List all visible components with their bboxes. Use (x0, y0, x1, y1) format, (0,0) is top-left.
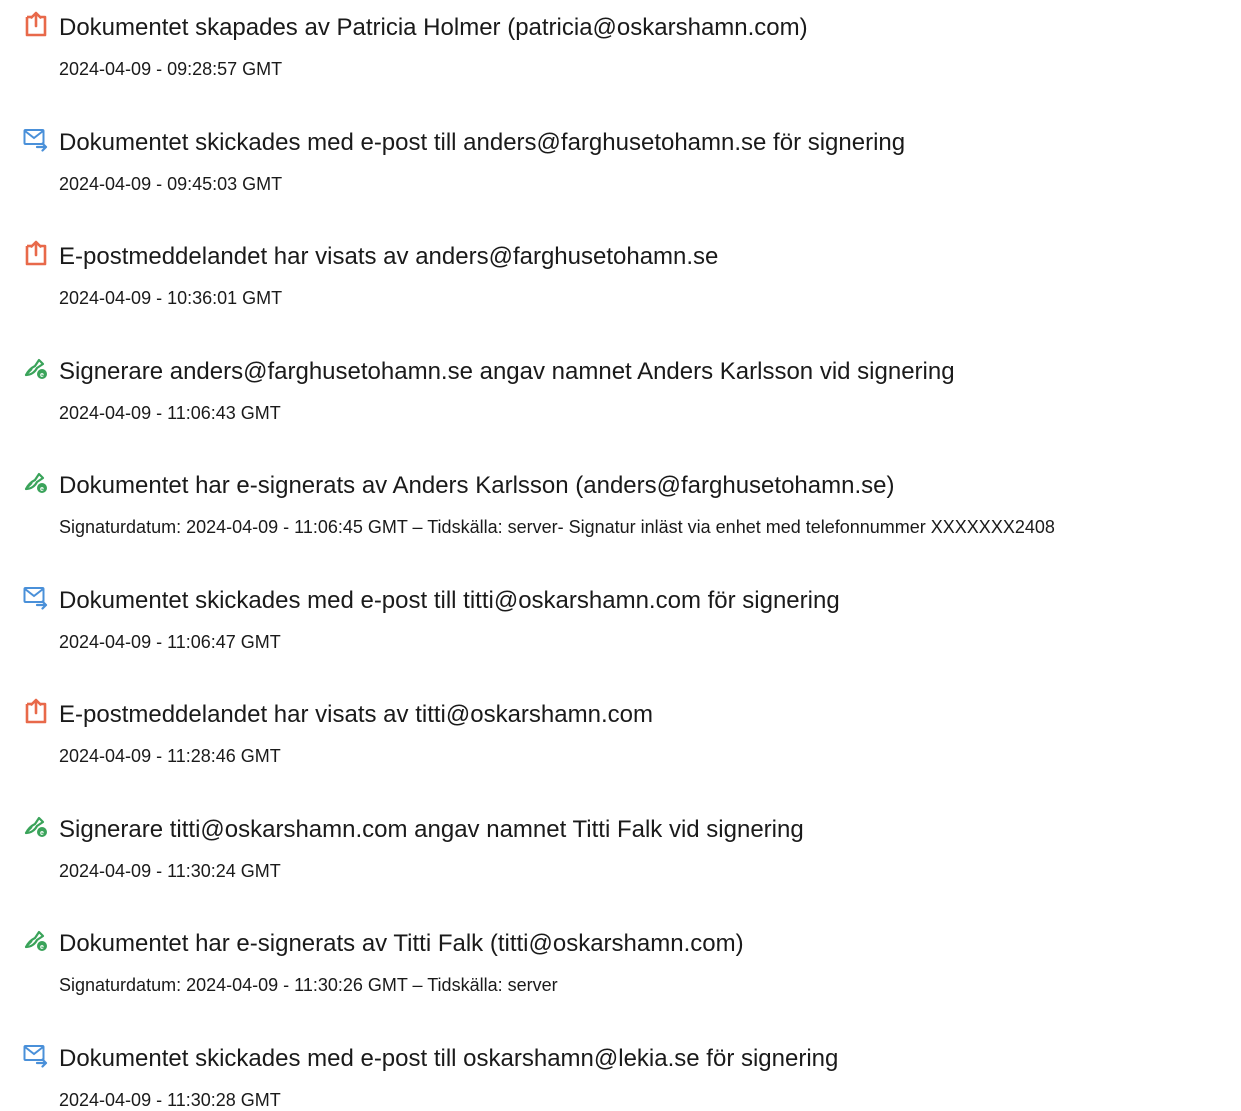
event-item (0, 115, 1241, 205)
event-timestamp: 2024-04-09 - 11:06:47 GMT (59, 632, 281, 652)
svg-text:e: e (40, 830, 44, 837)
document-viewed-icon (23, 240, 49, 266)
event-signature-details: Signaturdatum: 2024-04-09 - 11:06:45 GMT – Tidskälla: server- Signatur inläst via enhet med telefonnummer XXXXXXX2408 (59, 517, 1055, 537)
event-timestamp: 2024-04-09 - 09:28:57 GMT (59, 59, 283, 79)
event-item (0, 0, 1241, 90)
svg-text:e: e (40, 372, 44, 379)
event-title: Dokumentet har e-signerats av Titti Falk (titti@oskarshamn.com) (59, 930, 744, 957)
event-item (0, 458, 1241, 548)
event-item (0, 344, 1241, 434)
email-sent-icon (23, 126, 49, 152)
email-sent-icon (23, 1042, 49, 1068)
event-title: Dokumentet skapades av Patricia Holmer (patricia@oskarshamn.com) (59, 14, 808, 41)
event-title: E-postmeddelandet har visats av anders@farghusetohamn.se (59, 243, 719, 270)
event-timestamp: 2024-04-09 - 11:30:24 GMT (59, 861, 281, 881)
event-timestamp: 2024-04-09 - 11:28:46 GMT (59, 746, 281, 766)
email-sent-icon (23, 584, 49, 610)
event-signature-details: Signaturdatum: 2024-04-09 - 11:30:26 GMT – Tidskälla: server (59, 975, 558, 995)
event-title: Signerare titti@oskarshamn.com angav namnet Titti Falk vid signering (59, 816, 804, 843)
event-timestamp: 2024-04-09 - 11:30:28 GMT (59, 1090, 281, 1110)
event-title: Dokumentet skickades med e-post till titti@oskarshamn.com för signering (59, 587, 840, 614)
event-timestamp: 2024-04-09 - 11:06:43 GMT (59, 403, 281, 423)
document-viewed-icon (23, 698, 49, 724)
event-timestamp: 2024-04-09 - 09:45:03 GMT (59, 174, 283, 194)
svg-text:e: e (40, 486, 44, 493)
event-timestamp: 2024-04-09 - 10:36:01 GMT (59, 288, 283, 308)
signature-pen-icon (23, 927, 49, 953)
event-title: Signerare anders@farghusetohamn.se angav namnet Anders Karlsson vid signering (59, 358, 955, 385)
event-title: Dokumentet har e-signerats av Anders Karlsson (anders@farghusetohamn.se) (59, 472, 895, 499)
event-title: Dokumentet skickades med e-post till anders@farghusetohamn.se för signering (59, 129, 906, 156)
event-item (0, 802, 1241, 892)
svg-text:e: e (40, 944, 44, 951)
signature-pen-icon (23, 813, 49, 839)
document-created-icon (23, 11, 49, 37)
event-item (0, 573, 1241, 663)
event-item (0, 687, 1241, 777)
event-title: Dokumentet skickades med e-post till oskarshamn@lekia.se för signering (59, 1045, 839, 1072)
signature-pen-icon (23, 355, 49, 381)
signature-pen-icon (23, 469, 49, 495)
event-item (0, 916, 1241, 1006)
event-title: E-postmeddelandet har visats av titti@oskarshamn.com (59, 701, 653, 728)
event-item (0, 229, 1241, 319)
event-item (0, 1031, 1241, 1109)
